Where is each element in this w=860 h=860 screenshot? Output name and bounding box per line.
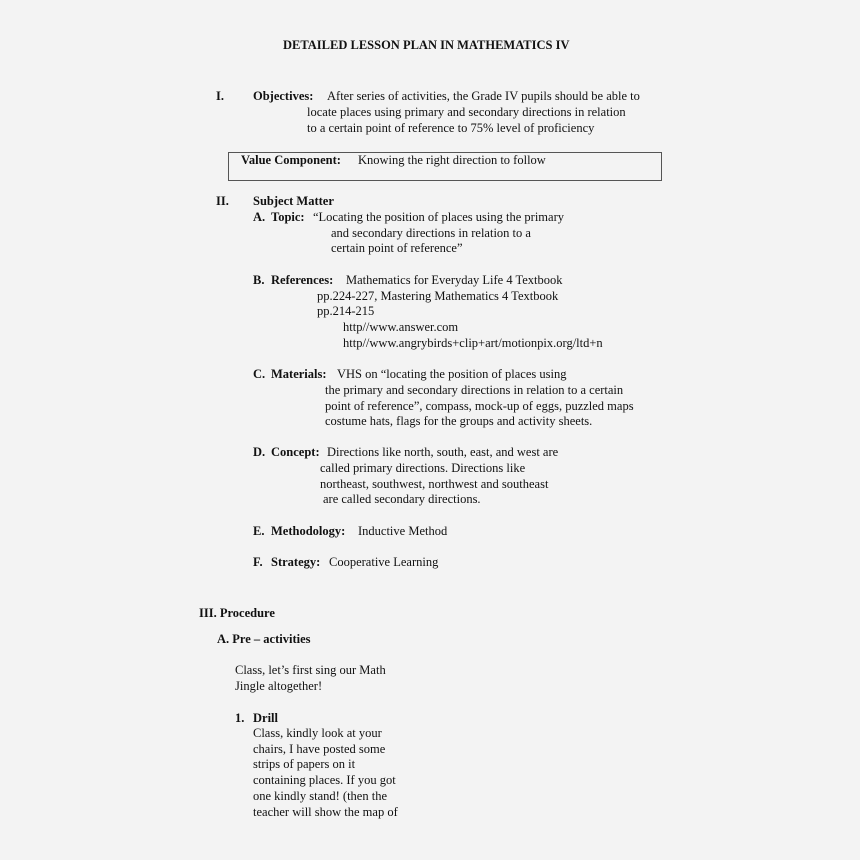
materials-line: costume hats, flags for the groups and activity sheets. [325,414,593,428]
strategy-letter: F. [253,555,263,569]
concept-line: Directions like north, south, east, and west are [327,445,559,459]
drill-line: Class, kindly look at your [253,726,382,740]
concept-line: called primary directions. Directions like [320,461,526,475]
materials-line: the primary and secondary directions in relation to a certain [325,383,624,397]
topic-line: “Locating the position of places using the primary [313,210,564,224]
topic-letter: A. [253,210,266,224]
materials-letter: C. [253,367,266,381]
topic-line: and secondary directions in relation to a [331,226,531,240]
references-url: http//www.answer.com [343,320,459,334]
concept-label: Concept: [271,445,320,459]
concept-line: northeast, southwest, northwest and southeast [320,477,549,491]
objectives-label: Objectives: [253,89,314,103]
topic-label: Topic: [271,210,305,224]
references-label: References: [271,273,334,287]
references-line: pp.224-227, Mastering Mathematics 4 Textbook [317,289,559,303]
materials-label: Materials: [271,367,327,381]
drill-line: teacher will show the map of [253,805,398,819]
document-title: DETAILED LESSON PLAN IN MATHEMATICS IV [283,38,570,52]
value-component-label: Value Component: [241,153,341,167]
methodology-text: Inductive Method [358,524,448,538]
drill-line: chairs, I have posted some [253,742,386,756]
concept-line: are called secondary directions. [323,492,481,506]
drill-line: strips of papers on it [253,757,356,771]
pre-activities-line: Jingle altogether! [235,679,323,693]
materials-line: VHS on “locating the position of places using [337,367,567,381]
topic-line: certain point of reference” [331,241,463,255]
materials-line: point of reference”, compass, mock-up of eggs, puzzled maps [325,399,634,413]
procedure-heading: III. Procedure [199,606,275,620]
references-url: http//www.angrybirds+clip+art/motionpix.org/ltd+n [343,336,603,350]
methodology-label: Methodology: [271,524,346,538]
references-line: pp.214-215 [317,304,375,318]
references-line: Mathematics for Everyday Life 4 Textbook [346,273,563,287]
concept-letter: D. [253,445,266,459]
objectives-number: I. [216,89,224,103]
subject-matter-number: II. [216,194,229,208]
objectives-line: locate places using primary and secondary directions in relation [307,105,626,119]
pre-activities-line: Class, let’s first sing our Math [235,663,386,677]
value-component-text: Knowing the right direction to follow [358,153,546,167]
references-letter: B. [253,273,265,287]
drill-line: containing places. If you got [253,773,396,787]
strategy-text: Cooperative Learning [329,555,439,569]
drill-number: 1. [235,711,245,725]
pre-activities-heading: A. Pre – activities [217,632,311,646]
strategy-label: Strategy: [271,555,321,569]
drill-heading: Drill [253,711,278,725]
objectives-line: to a certain point of reference to 75% level of proficiency [307,121,595,135]
objectives-line: After series of activities, the Grade IV pupils should be able to [327,89,640,103]
methodology-letter: E. [253,524,265,538]
subject-matter-heading: Subject Matter [253,194,334,208]
drill-line: one kindly stand! (then the [253,789,387,803]
